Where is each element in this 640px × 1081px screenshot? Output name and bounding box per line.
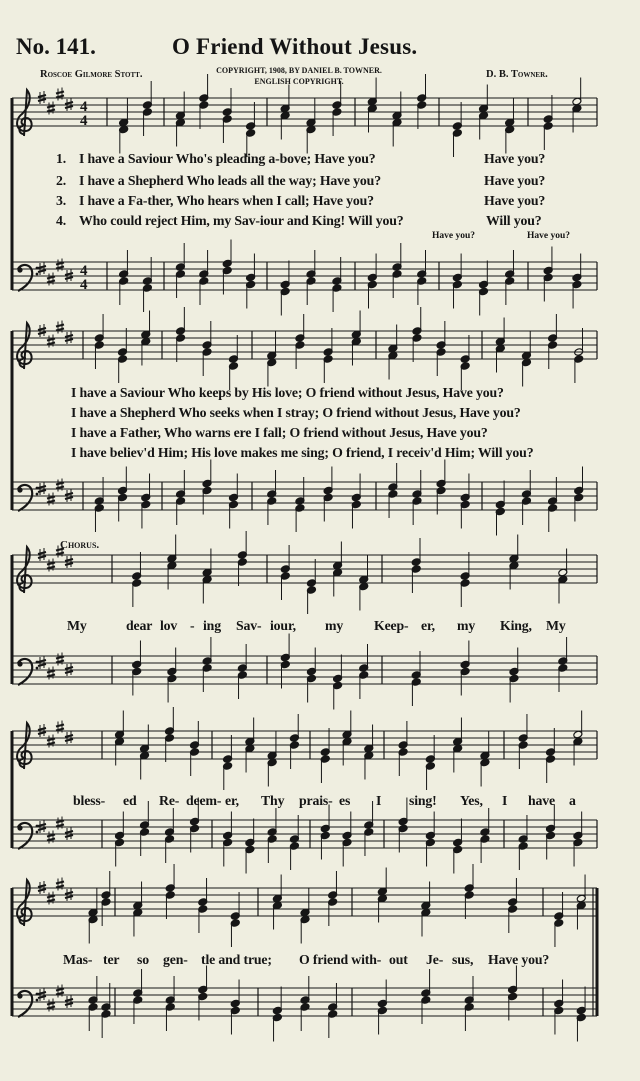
bass-clef-icon <box>17 825 22 830</box>
chorus-syllable: deem- <box>186 793 222 808</box>
sharp-sign <box>65 339 73 341</box>
bass-clef-icon <box>36 273 39 276</box>
chorus-syllable: My <box>546 618 566 633</box>
chorus-syllable: Re- <box>159 793 180 808</box>
sharp-sign <box>38 486 46 488</box>
sharp-sign <box>56 886 64 888</box>
sharp-sign <box>47 497 55 499</box>
treble-clef-icon <box>17 547 32 593</box>
sharp-sign <box>56 325 64 327</box>
chorus-syllable: gen- <box>163 952 188 967</box>
sharp-sign <box>47 110 55 112</box>
chorus-syllable: sing! <box>409 793 437 808</box>
copyright-line: COPYRIGHT, 1908, BY DANIEL B. TOWNER. <box>216 66 382 75</box>
sharp-sign <box>47 671 55 673</box>
time-signature: 4 <box>80 263 88 279</box>
sharp-sign <box>38 664 46 666</box>
chorus-label: Chorus. <box>60 539 100 551</box>
verse-echo: Have you? <box>484 193 546 208</box>
bass-clef-icon <box>17 267 22 272</box>
sharp-sign <box>65 273 73 275</box>
chorus-syllable: so <box>137 952 149 967</box>
chorus-syllable: have <box>528 793 555 808</box>
verse-line: I have a Saviour Who's pleading a-bove; Have you? <box>79 151 376 166</box>
verse-echo: Have you? <box>484 173 546 188</box>
sharp-sign <box>56 553 64 555</box>
hymn-title: O Friend Without Jesus. <box>172 34 418 59</box>
sharp-sign <box>47 900 55 902</box>
chorus-syllable: a <box>569 793 576 808</box>
treble-clef-icon <box>17 323 32 369</box>
chorus-syllable: sus, <box>452 952 474 967</box>
chorus-syllable: er, <box>421 618 435 633</box>
sharp-sign <box>56 725 64 727</box>
verse-number: 3. <box>56 193 67 208</box>
sharp-sign <box>65 1003 73 1005</box>
sharp-sign <box>47 501 55 503</box>
sharp-sign <box>65 671 73 673</box>
chorus-syllable: King, <box>500 618 532 633</box>
sharp-sign <box>56 729 64 731</box>
verse-line: I have a Fa-ther, Who hears when I call; Have you? <box>79 193 374 208</box>
verse-line: I have believ'd Him; His love makes me sing; O friend, I receiv'd Him; Will you? <box>71 445 534 460</box>
chorus-syllable: out <box>389 952 408 967</box>
sharp-sign <box>38 996 46 998</box>
chorus-syllable: Mas- <box>63 952 93 967</box>
sharp-sign <box>65 735 73 737</box>
sharp-sign <box>65 335 73 337</box>
sharp-sign <box>38 99 46 101</box>
sharp-sign <box>47 835 55 837</box>
sharp-sign <box>56 993 64 995</box>
chorus-syllable: My <box>67 618 87 633</box>
sharp-sign <box>38 992 46 994</box>
copyright-line: ENGLISH COPYRIGHT. <box>254 77 344 86</box>
bass-echo-label: Have you? <box>432 231 476 241</box>
sharp-sign <box>38 660 46 662</box>
sharp-sign <box>38 728 46 730</box>
sharp-sign <box>56 483 64 485</box>
sharp-sign <box>47 339 55 341</box>
sharp-sign <box>47 106 55 108</box>
bass-clef-icon <box>17 993 22 998</box>
sharp-sign <box>65 497 73 499</box>
sharp-sign <box>38 266 46 268</box>
treble-clef-icon <box>17 880 32 926</box>
sharp-sign <box>56 92 64 94</box>
sharp-sign <box>56 661 64 663</box>
sharp-sign <box>65 493 73 495</box>
chorus-syllable: I <box>376 793 382 808</box>
chorus-syllable: ing <box>203 618 221 633</box>
sharp-sign <box>56 657 64 659</box>
sharp-sign <box>38 552 46 554</box>
sharp-sign <box>47 567 55 569</box>
chorus-syllable: Yes, <box>460 793 483 808</box>
chorus-syllable: - <box>190 618 195 633</box>
verse-echo: Will you? <box>486 213 542 228</box>
chorus-syllable: bless- <box>73 793 106 808</box>
sharp-sign <box>47 739 55 741</box>
sharp-sign <box>65 892 73 894</box>
treble-clef-icon <box>17 90 32 136</box>
sharp-sign <box>47 675 55 677</box>
sharp-sign <box>56 989 64 991</box>
chorus-syllable: Je- <box>426 952 444 967</box>
chorus-syllable: dear <box>126 618 153 633</box>
sharp-sign <box>56 882 64 884</box>
sharp-sign <box>65 102 73 104</box>
time-signature: 4 <box>80 99 88 115</box>
chorus-syllable: es <box>339 793 351 808</box>
sharp-sign <box>65 106 73 108</box>
sharp-sign <box>47 1003 55 1005</box>
sharp-sign <box>47 743 55 745</box>
chorus-syllable: iour, <box>270 618 296 633</box>
treble-clef-icon <box>17 723 32 769</box>
bass-clef-icon <box>36 999 39 1002</box>
sharp-sign <box>38 824 46 826</box>
sharp-sign <box>56 329 64 331</box>
chorus-syllable: Thy <box>261 793 285 808</box>
sharp-sign <box>65 667 73 669</box>
verse-line: I have a Father, Who warns ere I fall; O friend without Jesus, Have you? <box>71 425 488 440</box>
bass-clef-icon <box>36 831 39 834</box>
sharp-sign <box>47 896 55 898</box>
chorus-syllable: my <box>457 618 476 633</box>
sharp-sign <box>38 270 46 272</box>
chorus-syllable: ed <box>123 793 137 808</box>
chorus-syllable: er, <box>225 793 239 808</box>
verse-line: I have a Saviour Who keeps by His love; O friend without Jesus, Have you? <box>71 385 504 400</box>
sharp-sign <box>56 263 64 265</box>
sharp-sign <box>56 825 64 827</box>
chorus-syllable: my <box>325 618 344 633</box>
sharp-sign <box>47 839 55 841</box>
sharp-sign <box>65 563 73 565</box>
sharp-sign <box>47 1007 55 1009</box>
time-signature: 4 <box>80 113 88 129</box>
sharp-sign <box>65 739 73 741</box>
sharp-sign <box>38 490 46 492</box>
sharp-sign <box>65 896 73 898</box>
sharp-sign <box>56 267 64 269</box>
sharp-sign <box>56 487 64 489</box>
sharp-sign <box>65 999 73 1001</box>
verse-line: I have a Shepherd Who leads all the way; Have you? <box>79 173 381 188</box>
sharp-sign <box>65 835 73 837</box>
time-signature: 4 <box>80 277 88 293</box>
chorus-syllable: O friend with- <box>299 952 382 967</box>
verse-number: 2. <box>56 173 67 188</box>
chorus-syllable: ter <box>103 952 120 967</box>
sharp-sign <box>38 332 46 334</box>
bass-clef-icon <box>17 487 22 492</box>
sharp-sign <box>47 343 55 345</box>
hymn-number: No. 141. <box>16 34 96 59</box>
verse-line: I have a Shepherd Who seeks when I stray; O friend without Jesus, Have you? <box>71 405 521 420</box>
sharp-sign <box>65 831 73 833</box>
bass-clef-icon <box>36 493 39 496</box>
sharp-sign <box>65 559 73 561</box>
sharp-sign <box>56 821 64 823</box>
verse-line: Who could reject Him, my Sav-iour and King! Will you? <box>79 213 404 228</box>
sharp-sign <box>38 328 46 330</box>
sharp-sign <box>38 556 46 558</box>
sharp-sign <box>47 281 55 283</box>
sharp-sign <box>56 96 64 98</box>
sharp-sign <box>38 732 46 734</box>
sharp-sign <box>38 95 46 97</box>
sharp-sign <box>38 889 46 891</box>
chorus-syllable: tle and true; <box>201 952 272 967</box>
sharp-sign <box>47 563 55 565</box>
verse-number: 4. <box>56 213 67 228</box>
chorus-syllable: lov <box>160 618 178 633</box>
sharp-sign <box>47 277 55 279</box>
chorus-syllable: Have you? <box>488 952 550 967</box>
sharp-sign <box>65 277 73 279</box>
chorus-syllable: I <box>502 793 508 808</box>
bass-echo-label: Have you? <box>527 231 571 241</box>
bass-clef-icon <box>17 661 22 666</box>
chorus-syllable: Keep- <box>374 618 409 633</box>
sharp-sign <box>38 885 46 887</box>
author-credit: Roscoe Gilmore Stott. <box>40 69 143 80</box>
chorus-syllable: prais- <box>299 793 333 808</box>
verse-number: 1. <box>56 151 67 166</box>
verse-echo: Have you? <box>484 151 546 166</box>
bass-clef-icon <box>36 667 39 670</box>
composer-credit: D. B. Towner. <box>486 69 548 80</box>
sharp-sign <box>38 828 46 830</box>
chorus-syllable: Sav- <box>236 618 262 633</box>
